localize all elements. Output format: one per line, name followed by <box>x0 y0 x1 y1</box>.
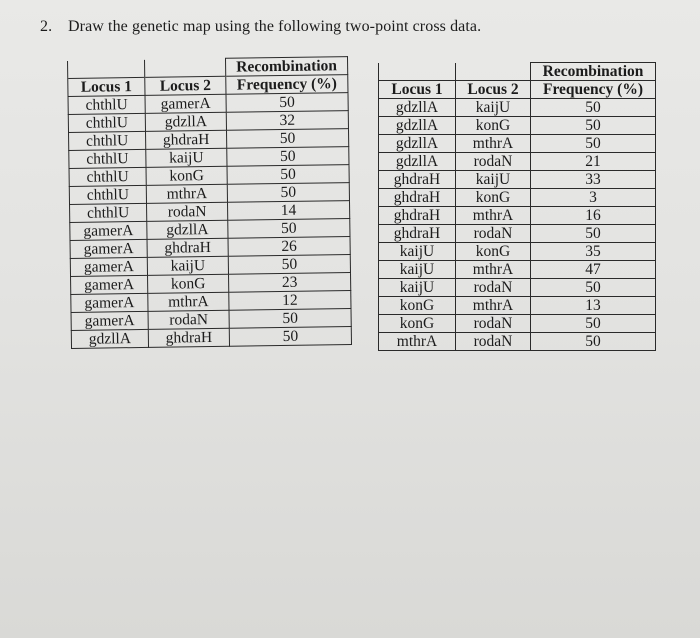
locus2-cell: konG <box>456 189 531 207</box>
locus1-cell: chthlU <box>68 113 145 132</box>
recombination-frequency-cell: 14 <box>228 201 350 221</box>
table-header-row <box>379 81 656 99</box>
table-row <box>71 327 351 349</box>
recombination-frequency-cell: 50 <box>229 309 351 329</box>
recombination-frequency-cell: 50 <box>531 279 656 297</box>
table-body <box>68 93 351 349</box>
recombination-frequency-cell: 35 <box>531 243 656 261</box>
table-row <box>379 315 656 333</box>
locus2-cell: ghdraH <box>147 238 228 257</box>
recombination-frequency-cell: 13 <box>531 297 656 315</box>
recombination-frequency-cell: 50 <box>229 327 351 347</box>
recombination-frequency-cell: 50 <box>228 219 350 239</box>
locus1-cell: gdzllA <box>71 329 148 348</box>
locus1-cell: gamerA <box>71 275 148 294</box>
recombination-frequency-cell: 26 <box>228 237 350 257</box>
locus2-cell: mthrA <box>148 292 229 311</box>
locus1-cell: gdzllA <box>379 117 456 135</box>
locus1-cell: gamerA <box>70 257 147 276</box>
locus1-cell: gdzllA <box>379 153 456 171</box>
table-row <box>379 135 656 153</box>
locus1-cell: ghdraH <box>379 189 456 207</box>
recombination-frequency-cell: 50 <box>531 225 656 243</box>
locus1-cell: chthlU <box>69 185 146 204</box>
locus1-cell: kaijU <box>379 279 456 297</box>
recombination-frequency-cell: 32 <box>226 111 348 131</box>
locus2-cell: rodaN <box>456 153 531 171</box>
locus2-cell: mthrA <box>456 297 531 315</box>
header-spacer <box>456 63 531 81</box>
locus2-cell: konG <box>148 274 229 293</box>
recombination-frequency-cell: 50 <box>531 315 656 333</box>
locus1-cell: ghdraH <box>379 207 456 225</box>
locus1-cell: chthlU <box>69 167 146 186</box>
table-row <box>379 225 656 243</box>
locus2-header: Locus 2 <box>456 81 531 99</box>
locus1-header: Locus 1 <box>68 77 145 96</box>
locus1-cell: gamerA <box>71 293 148 312</box>
question-prompt <box>40 18 481 36</box>
locus1-cell: ghdraH <box>379 225 456 243</box>
recombination-header-line2: Frequency (%) <box>226 75 348 95</box>
locus1-cell: chthlU <box>68 95 145 114</box>
recombination-header-line1: Recombination <box>531 63 656 81</box>
locus2-cell: gdzllA <box>147 220 228 239</box>
locus2-cell: konG <box>456 117 531 135</box>
locus2-cell: kaijU <box>456 171 531 189</box>
locus1-cell: mthrA <box>379 333 456 351</box>
locus2-cell: rodaN <box>148 310 229 329</box>
locus2-cell: konG <box>146 166 227 185</box>
table-row <box>379 297 656 315</box>
recombination-frequency-cell: 23 <box>229 273 351 293</box>
locus2-cell: gamerA <box>145 94 226 113</box>
locus2-cell: ghdraH <box>146 130 227 149</box>
locus2-cell: mthrA <box>456 207 531 225</box>
locus1-header: Locus 1 <box>379 81 456 99</box>
header-spacer <box>68 59 145 78</box>
table-row <box>379 171 656 189</box>
locus1-cell: gamerA <box>70 239 147 258</box>
locus1-cell: gamerA <box>71 311 148 330</box>
locus2-cell: ghdraH <box>148 328 229 347</box>
question-number: 2. <box>40 18 53 35</box>
locus2-cell: rodaN <box>147 202 228 221</box>
header-spacer <box>144 58 225 77</box>
table-row <box>379 189 656 207</box>
table-header-row <box>379 63 656 81</box>
locus1-cell: kaijU <box>379 261 456 279</box>
table-row <box>379 333 656 351</box>
locus1-cell: chthlU <box>70 203 147 222</box>
locus1-cell: konG <box>379 315 456 333</box>
question-text: Draw the genetic map using the following two-point cross data. <box>68 18 482 35</box>
table-row <box>379 279 656 297</box>
table-body <box>379 99 656 351</box>
recombination-frequency-cell: 50 <box>227 183 349 203</box>
recombination-frequency-cell: 50 <box>227 165 349 185</box>
recombination-frequency-cell: 21 <box>531 153 656 171</box>
locus1-cell: chthlU <box>69 149 146 168</box>
locus1-cell: gdzllA <box>379 135 456 153</box>
recombination-frequency-cell: 50 <box>227 147 349 167</box>
table-row <box>379 99 656 117</box>
recombination-header-line1: Recombination <box>225 57 347 77</box>
locus2-cell: rodaN <box>456 315 531 333</box>
locus2-header: Locus 2 <box>145 76 226 95</box>
recombination-frequency-cell: 50 <box>531 333 656 351</box>
locus2-cell: mthrA <box>456 261 531 279</box>
locus1-cell: gdzllA <box>379 99 456 117</box>
recombination-frequency-cell: 12 <box>229 291 351 311</box>
locus1-cell: kaijU <box>379 243 456 261</box>
cross-data-table-left <box>67 56 352 349</box>
locus2-cell: mthrA <box>146 184 227 203</box>
locus2-cell: kaijU <box>147 256 228 275</box>
recombination-frequency-cell: 50 <box>531 117 656 135</box>
table-row <box>379 243 656 261</box>
cross-data-table-right <box>378 62 656 351</box>
locus2-cell: rodaN <box>456 225 531 243</box>
recombination-frequency-cell: 33 <box>531 171 656 189</box>
locus1-cell: konG <box>379 297 456 315</box>
locus2-cell: kaijU <box>456 99 531 117</box>
header-spacer <box>379 63 456 81</box>
locus2-cell: rodaN <box>456 279 531 297</box>
locus2-cell: kaijU <box>146 148 227 167</box>
locus2-cell: mthrA <box>456 135 531 153</box>
locus1-cell: ghdraH <box>379 171 456 189</box>
locus2-cell: gdzllA <box>145 112 226 131</box>
locus2-cell: rodaN <box>456 333 531 351</box>
recombination-frequency-cell: 16 <box>531 207 656 225</box>
locus2-cell: konG <box>456 243 531 261</box>
table-row <box>379 261 656 279</box>
recombination-frequency-cell: 50 <box>531 99 656 117</box>
recombination-frequency-cell: 3 <box>531 189 656 207</box>
table-row <box>379 207 656 225</box>
locus1-cell: gamerA <box>70 221 147 240</box>
recombination-frequency-cell: 50 <box>226 93 348 113</box>
table-row <box>379 153 656 171</box>
recombination-frequency-cell: 50 <box>531 135 656 153</box>
recombination-frequency-cell: 47 <box>531 261 656 279</box>
table-row <box>379 117 656 135</box>
recombination-header-line2: Frequency (%) <box>531 81 656 99</box>
recombination-frequency-cell: 50 <box>228 255 350 275</box>
locus1-cell: chthlU <box>69 131 146 150</box>
recombination-frequency-cell: 50 <box>226 129 348 149</box>
